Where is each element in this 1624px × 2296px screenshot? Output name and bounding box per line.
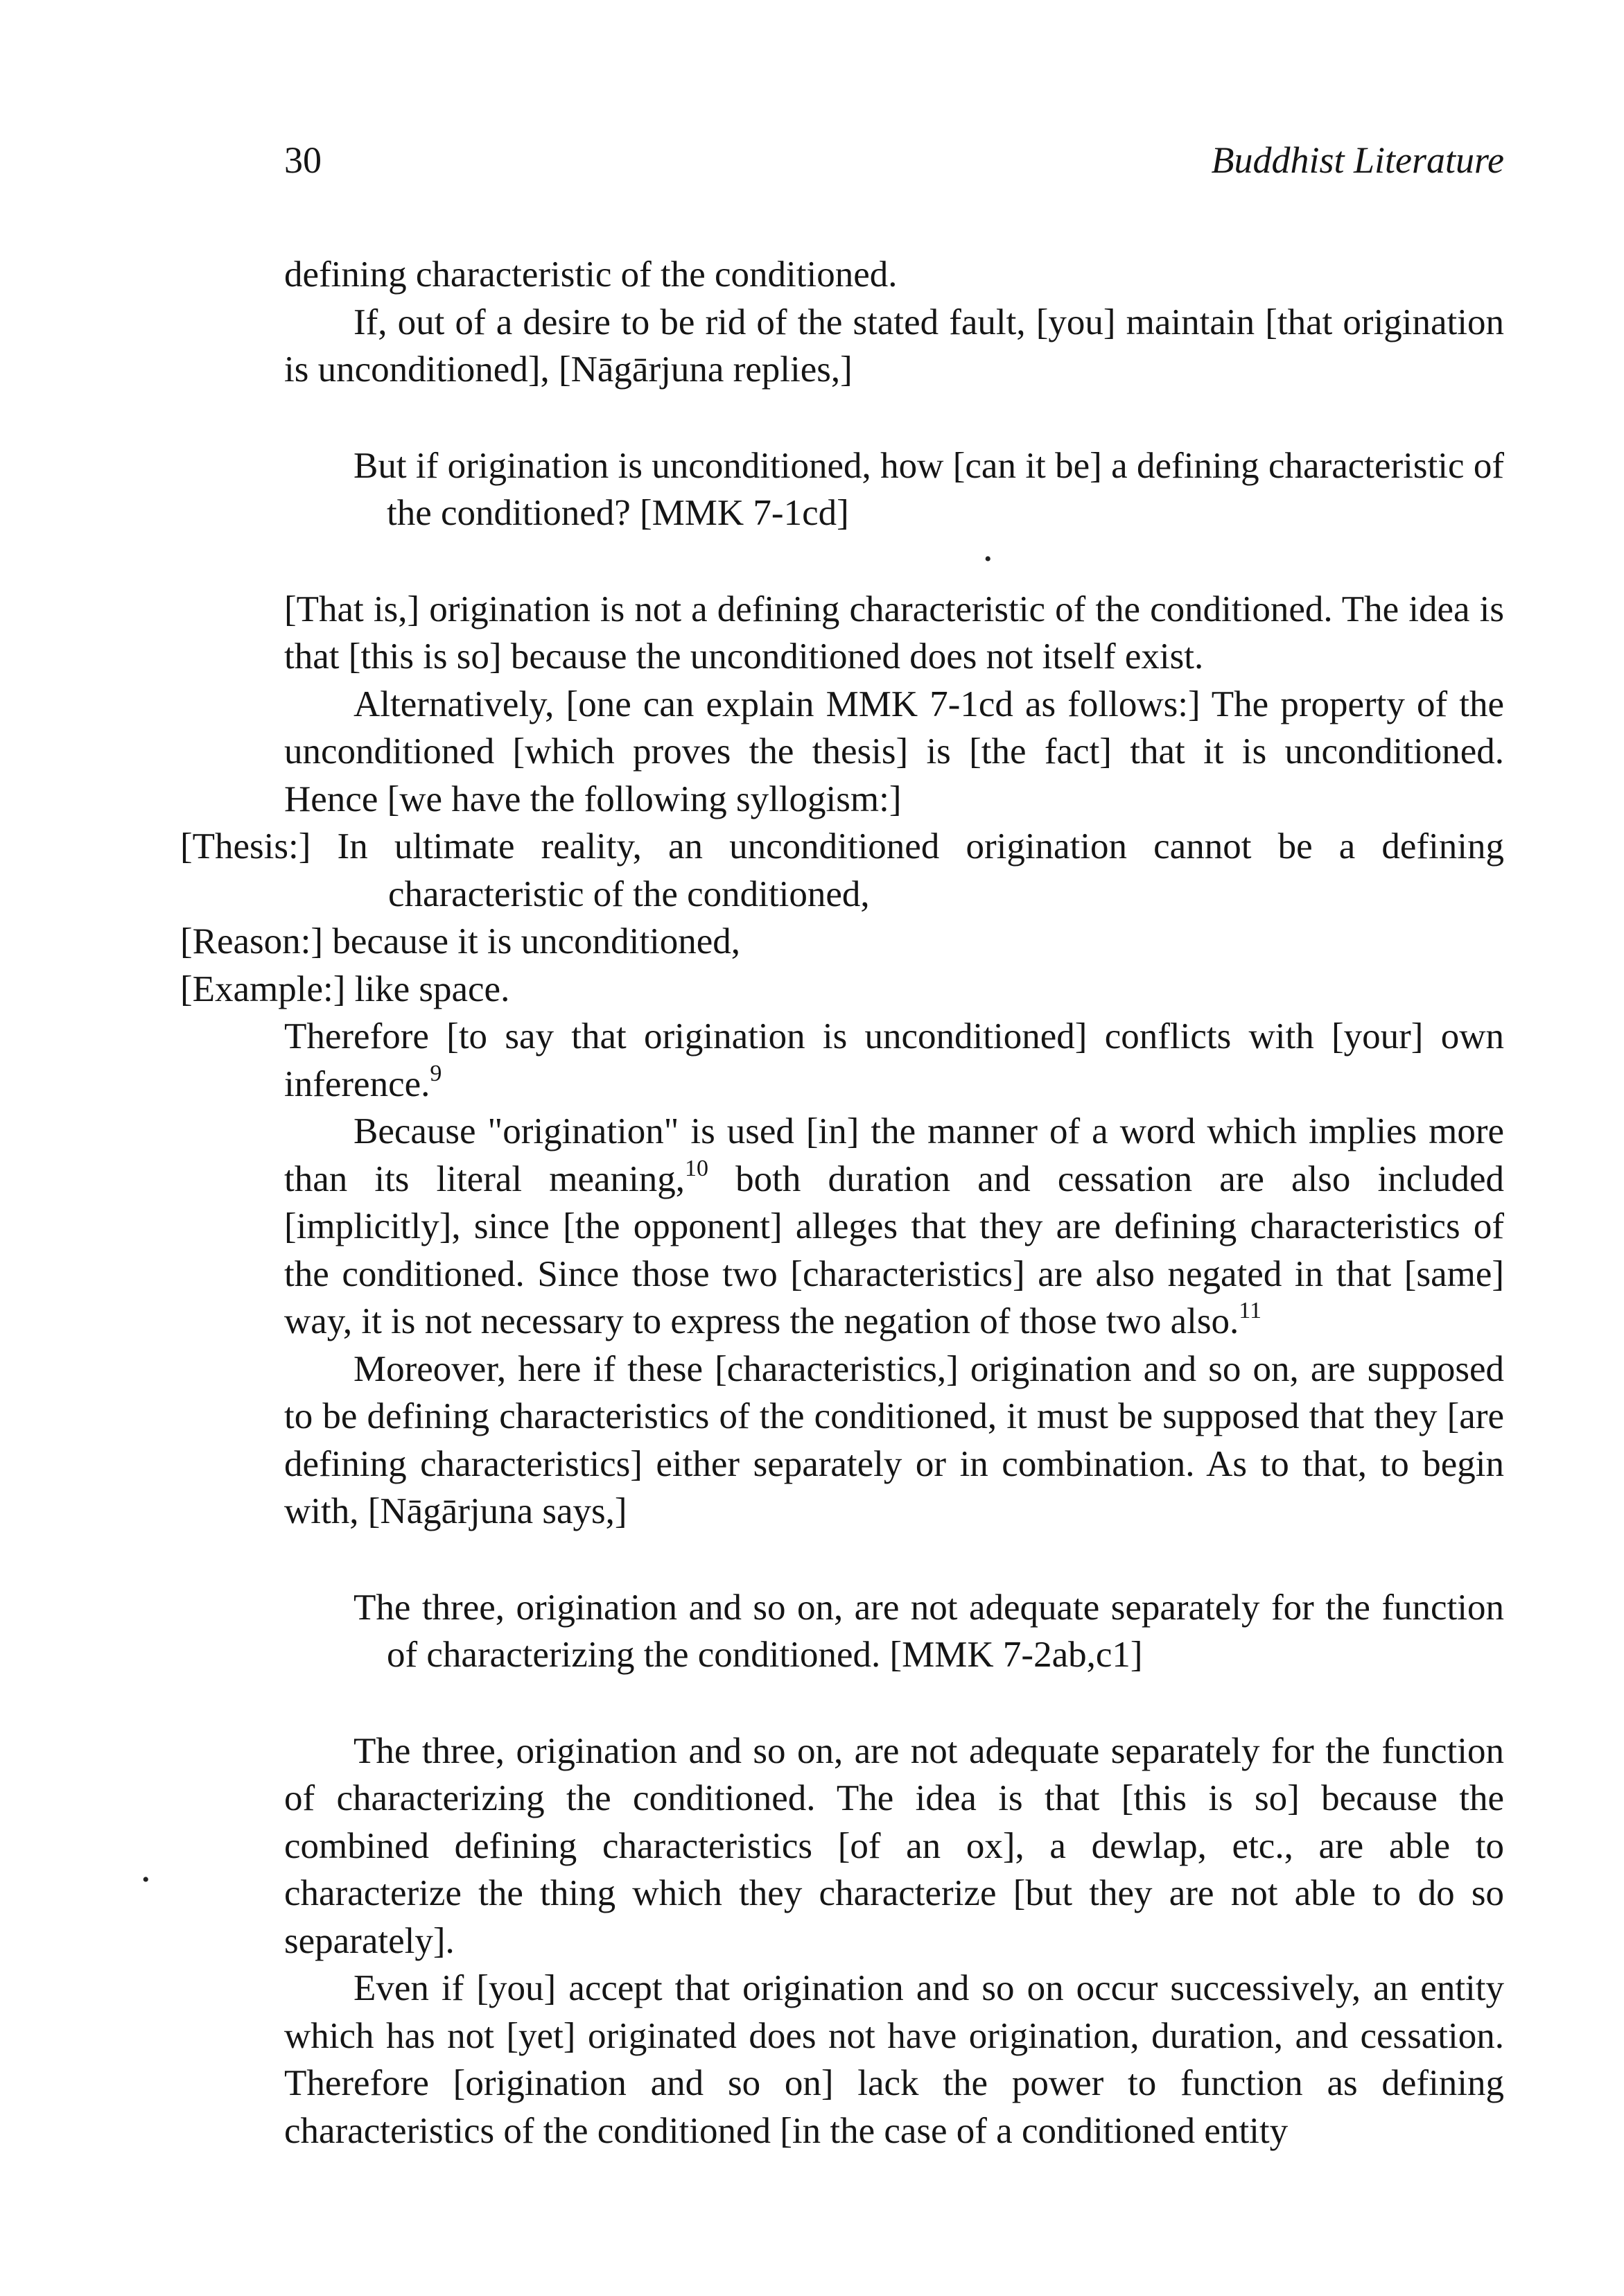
paragraph: Alternatively, [one can explain MMK 7-1cd as follows:] The property of the unconditioned [which proves the thesis] is [the fact] that it is unconditioned. Hence [we have the following syllogism:] (284, 684, 1504, 819)
paragraph-text: Because "origination" is used [in] the manner of a word which implies more than its literal meaning, (284, 1111, 1504, 1199)
syllogism-label: [Thesis:] (180, 826, 311, 867)
paragraph: Even if [you] accept that origination and so on occur successively, an entity which has not [yet] originated does not have origination, duration, and cessation. Therefore [origination and so on] lack the power to function as defining characteristics of the conditioned [in the case of a conditioned entity (284, 1968, 1504, 2151)
scan-speck: • (142, 1868, 150, 1891)
syllogism-label: [Example:] (180, 968, 346, 1009)
paragraph-text: Therefore [to say that origination is unconditioned] conflicts with [your] own inference. (284, 1016, 1504, 1104)
syllogism-reason (180, 918, 1504, 966)
paragraph (284, 1108, 1504, 1346)
page-number: 30 (284, 139, 322, 181)
paragraph: The three, origination and so on, are not adequate separately for the function of characterizing the conditioned. The idea is that [this is so] because the combined defining characteristics [of an ox], a dewlap, etc., are able to characterize the thing which they characterize [but they are not able to do so separately]. (284, 1730, 1504, 1961)
syllogism-example (180, 966, 1504, 1014)
body-text (180, 251, 1505, 2155)
syllogism-label: [Reason:] (180, 921, 324, 962)
footnote-ref-9[interactable]: 9 (430, 1060, 442, 1086)
scan-speck: • (984, 548, 992, 571)
syllogism-text: In ultimate reality, an unconditioned origination cannot be a defining characteristic of the conditioned, (337, 826, 1504, 914)
paragraph (284, 1013, 1504, 1108)
running-title: Buddhist Literature (1211, 139, 1504, 181)
page-header (284, 139, 1504, 194)
footnote-ref-10[interactable]: 10 (685, 1155, 709, 1181)
paragraph: [That is,] origination is not a defining characteristic of the conditioned. The idea is that [this is so] because the unconditioned does not itself exist. (284, 589, 1504, 677)
paragraph: If, out of a desire to be rid of the stated fault, [you] maintain [that origination is unconditioned], [Nāgārjuna replies,] (284, 302, 1504, 390)
syllogism-text: like space. (354, 968, 510, 1009)
paragraph-continuation: defining characteristic of the conditioned. (284, 254, 898, 295)
syllogism-thesis (180, 823, 1504, 918)
verse-quote: But if origination is unconditioned, how [can it be] a defining characteristic of the conditioned? [MMK 7-1cd] (353, 445, 1504, 533)
verse-quote: The three, origination and so on, are not adequate separately for the function of characterizing the conditioned. [MMK 7-2ab,c1] (353, 1587, 1504, 1675)
syllogism-text: because it is unconditioned, (332, 921, 741, 962)
footnote-ref-11[interactable]: 11 (1239, 1298, 1261, 1323)
paragraph-text: both duration and cessation are also included [implicitly], since [the opponent] alleges that they are defining characteristics of the conditioned. Since those two [characteristics] are also negated in that [same] way, it is not necessary to express the negation of those two also. (284, 1158, 1505, 1341)
paragraph: Moreover, here if these [characteristics,] origination and so on, are supposed to be defining characteristics of the conditioned, it must be supposed that they [are defining characteristics] either separately or in combination. As to that, to begin with, [Nāgārjuna says,] (284, 1348, 1504, 1531)
